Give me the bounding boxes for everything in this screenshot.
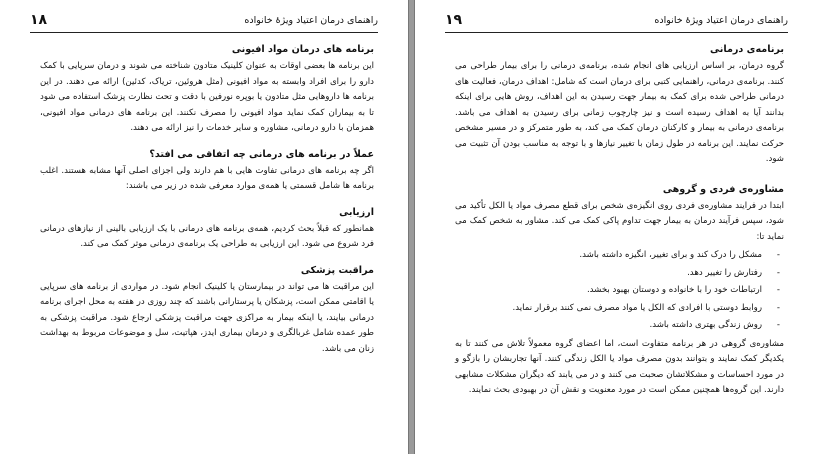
right-page-header (445, 12, 788, 33)
running-title: راهنمای درمان اعتیاد ویژۀ خانواده (654, 15, 788, 26)
section-heading-what-happens: عملاً در برنامه های درمانی چه اتفاقی می افتد؟ (149, 148, 374, 160)
section-heading-medical-care: مراقبت پزشکی (300, 264, 374, 276)
right-page (414, 0, 818, 454)
list-item: - ارتباطات خود را با خانواده و دوستان بهبود بخشد. (455, 282, 766, 300)
right-page-content (455, 42, 784, 409)
list-item: - روش زندگی بهتری داشته باشد. (455, 317, 766, 335)
section-text-assessment: همانطور که قبلاً بحث کردیم، همه‌ی برنامه های درمانی با یک ارزیابی بالینی از نیازهای درمانی فرد شروع می شود. این ارزیابی به طراحی یک برنامه‌ی درمانی موثر کمک می کند. (40, 223, 374, 249)
list-item: - مشکل را درک کند و برای تغییر، انگیزه داشته باشد. (455, 247, 766, 265)
list-item: - رفتارش را تغییر دهد. (455, 265, 766, 283)
section-heading-opioid-programs: برنامه های درمان مواد افیونی (231, 44, 374, 55)
section-heading-treatment-plan: برنامه‌ی درمانی (710, 44, 784, 55)
section-heading-assessment: ارزیابی (339, 206, 374, 218)
page-number: ۱۹ (445, 12, 463, 28)
section-text-treatment-plan: گروه درمان، بر اساس ارزیابی های انجام شده، برنامه‌ی درمانی را برای بیمار طراحی می کنند. برنامه‌ی درمانی، راهنمایی کتبی برای درمان است که شامل: اهداف درمان، فعالیت های درمانی طراحی شده برای کمک به بیمار جهت رسیدن به این اهداف، روش هایی برای اینکه بدانند آیا به اهداف رسیده است و نیز چارچوب زمانی برای رسیدن به اهداف می باشد. برنامه‌ی درمانی به بیمار و کارکنان درمان کمک می کند، به طور متمرکز و در مسیر مشخص حرکت نمایند. این برنامه در طول زمان با تغییر نیازها و با توجه به مناسب بودن آن تثبیت می شود. (455, 61, 784, 164)
left-page-content (40, 42, 374, 367)
list-item: - روابط دوستی با افرادی که الکل یا مواد مصرف نمی کنند برقرار نماید. (455, 300, 766, 318)
section-heading-counseling: مشاوره‌ی فردی و گروهی (662, 183, 784, 195)
section-text-counseling: ابتدا در فرایند مشاوره‌ی فردی روی انگیزه‌ی شخص برای قطع مصرف مواد یا الکل تأکید می شود، سپس فرآیند درمان به بیمار جهت تداوم پاکی کمک می کند. مشاور به شخص کمک می نماید تا: (455, 200, 784, 242)
left-page-header (30, 12, 378, 33)
section-text-group-counseling: مشاوره‌ی گروهی در هر برنامه متفاوت است، اما اعضای گروه معمولاً تلاش می کنند تا به یکدیگر کمک نمایند و بتوانند بدون مصرف مواد یا الکل زندگی کنند. آنها تجاربشان را بازگو و در مورد احساسات و مشکلاتشان صحبت می کنند و در می یابند که دیگران مشکلات مشابهی دارند. این گروه‌ها همچنین ممکن است در مورد معنویت و نقش آن در بهبودی بحث نمایند. (455, 338, 784, 395)
counseling-goals-list (455, 247, 784, 335)
running-title: راهنمای درمان اعتیاد ویژۀ خانواده (244, 15, 378, 26)
section-text-what-happens: اگر چه برنامه های درمانی تفاوت هایی با هم دارند ولی اجزای اصلی آنها مشابه هستند. اغلب برنامه ها شامل قسمتی یا همه‌ی موارد معرفی شده در زیر می باشند: (40, 165, 374, 191)
page-number: ۱۸ (30, 12, 48, 28)
section-text-opioid-programs: این برنامه ها بعضی اوقات به عنوان کلینیک متادون شناخته می شوند و درمان سرپایی با کمک دارو را برای افراد وابسته به مواد افیونی (مثل هروئین، تریاک، کدئین) ارائه می دهند. در این برنامه ها داروهایی مثل متادون یا بوپره نورفین با دقت و تحت نظارت پزشک استفاده می شود تا به بیماران کمک نماید مواد افیونی را مصرف نکنند. این برنامه های درمانی مواد افیونی، همزمان با دارو درمانی، مشاوره و سایر خدمات را نیز ارائه می دهند. (40, 61, 374, 133)
section-text-medical-care: این مراقبت ها می تواند در بیمارستان یا کلینیک انجام شود. در مواردی از برنامه های سرپایی یا اقامتی ممکن است، پزشکان یا پرستارانی باشند که چند روزی در هفته به محل اجرای برنامه درمانی بیایند، یا اینکه بیمار به مراکزی جهت مراقبت پزشکی ارجاع شود. مراقبت پزشکی به طور عمده شامل غربالگری و درمان بیماری ایدز، هپاتیت، سل و موضوعات مربوط به بهداشت زنان می باشد. (40, 281, 374, 354)
